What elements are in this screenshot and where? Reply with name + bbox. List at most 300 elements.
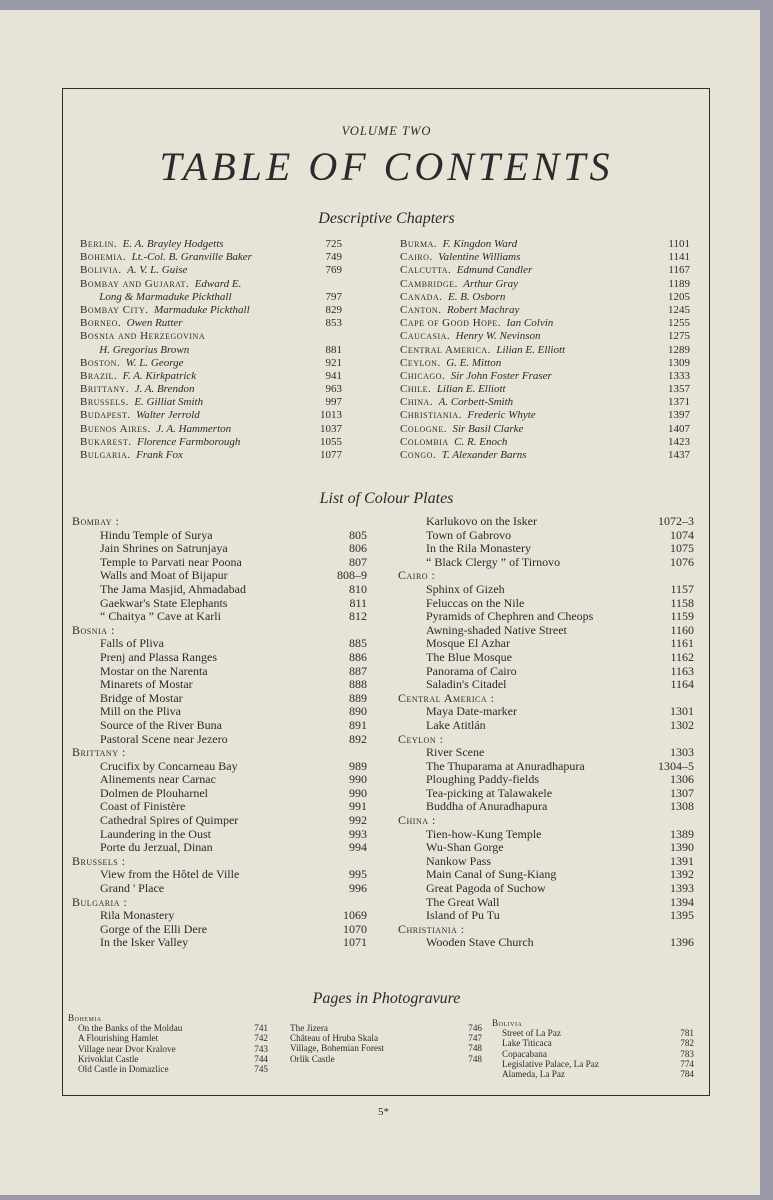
plate-title: Island of Pu Tu — [426, 908, 500, 923]
chapter-place: Canada. — [400, 290, 443, 303]
chapter-entry — [400, 396, 690, 409]
group-heading — [398, 569, 694, 583]
chapter-place: Boston. — [80, 356, 121, 369]
chapter-entry — [400, 383, 690, 396]
plate-title: Cathedral Spires of Quimper — [100, 813, 239, 828]
plate-entry — [72, 692, 367, 706]
chapter-page: 1397 — [668, 409, 690, 422]
plate-entry — [398, 719, 694, 733]
plate-entry — [290, 1023, 482, 1033]
chapter-entry — [400, 304, 690, 317]
chapter-page: 997 — [325, 396, 342, 409]
group-heading — [72, 746, 367, 760]
plate-title: Wu-Shan Gorge — [426, 840, 504, 855]
plate-page: 741 — [254, 1023, 268, 1034]
plate-entry — [68, 1044, 268, 1054]
plate-entry — [72, 800, 367, 814]
photogravure-column-2 — [290, 1023, 482, 1064]
chapter-author: E. Gilliat Smith — [134, 396, 204, 409]
chapter-author: Sir Basil Clarke — [452, 422, 524, 435]
plate-title: On the Banks of the Moldau — [78, 1023, 183, 1034]
plate-entry — [72, 733, 367, 747]
plate-entry — [68, 1054, 268, 1064]
plate-entry — [68, 1064, 268, 1074]
chapter-place: Colombia — [400, 435, 449, 448]
plate-page: 1076 — [670, 554, 694, 569]
photogravure-heading: Pages in Photogravure — [312, 990, 461, 1007]
plate-title: Porte du Jerzual, Dinan — [100, 840, 213, 855]
plate-title: Alameda, La Paz — [502, 1068, 566, 1079]
chapter-page: 829 — [325, 303, 342, 316]
chapter-page: 1275 — [668, 330, 690, 343]
plate-entry — [72, 868, 367, 882]
plate-title: Tea-picking at Talawakele — [426, 785, 553, 800]
chapter-entry — [400, 291, 690, 304]
chapter-place: Brazil. — [80, 369, 118, 382]
chapter-author: Valentine Williams — [438, 251, 521, 264]
plate-entry — [398, 787, 694, 801]
plate-page: 1071 — [343, 935, 367, 950]
plate-page: 1158 — [670, 595, 694, 610]
plate-page: 991 — [349, 799, 367, 814]
chapter-place: Caucasia. — [400, 330, 451, 343]
plate-page: 1160 — [670, 622, 694, 637]
plate-page: 1306 — [670, 772, 694, 787]
chapter-place: China. — [400, 396, 434, 409]
plate-entry — [68, 1033, 268, 1043]
chapter-place: Bulgaria. — [80, 449, 131, 461]
chapter-entry — [80, 449, 342, 462]
plate-title: Prenj and Plassa Ranges — [100, 649, 217, 664]
plate-page: 887 — [349, 663, 367, 678]
plate-title: Alinements near Carnac — [100, 772, 216, 787]
chapter-author: H. Gregorius Brown — [99, 343, 190, 356]
plate-title: Maya Date-marker — [426, 704, 517, 719]
group-label: Central America : — [398, 690, 495, 705]
chapter-entry — [400, 344, 690, 357]
chapter-page: 1333 — [668, 369, 690, 382]
plate-page: 996 — [349, 881, 367, 896]
plate-entry — [72, 882, 367, 896]
chapter-author: Sir John Foster Fraser — [450, 369, 552, 382]
plate-title: “ Chaitya ” Cave at Karli — [100, 609, 221, 624]
plate-entry — [398, 909, 694, 923]
plate-title: Minarets of Mostar — [100, 677, 193, 692]
group-label: Bulgaria : — [72, 894, 128, 909]
chapter-place: Bolivia. — [80, 264, 122, 277]
plate-page: 989 — [349, 758, 367, 773]
plate-page: 805 — [349, 527, 367, 542]
plate-title: The Jama Masjid, Ahmadabad — [100, 581, 246, 596]
plate-page: 1159 — [670, 609, 694, 624]
chapter-entry — [80, 291, 342, 304]
plate-title: Panorama of Cairo — [426, 663, 517, 678]
group-label: Bohemia — [68, 1013, 102, 1023]
plate-entry — [72, 787, 367, 801]
chapter-author: Marmaduke Pickthall — [154, 303, 250, 316]
indent — [80, 344, 99, 356]
plate-page: 808–9 — [337, 568, 367, 583]
plate-entry — [398, 800, 694, 814]
plate-entry — [72, 936, 367, 950]
chapter-page: 1141 — [668, 251, 690, 264]
plate-entry — [72, 760, 367, 774]
plate-page: 743 — [254, 1043, 268, 1054]
plate-page: 1394 — [670, 894, 694, 909]
plate-entry — [290, 1033, 482, 1043]
plate-entry — [398, 651, 694, 665]
chapter-page: 725 — [325, 238, 342, 250]
plate-entry — [68, 1023, 268, 1033]
chapter-place: Bombay and Gujarat. — [80, 277, 190, 290]
group-heading — [72, 896, 367, 910]
plate-title: Copacabana — [502, 1048, 547, 1059]
plate-title: Legislative Palace, La Paz — [502, 1058, 599, 1069]
plate-entry — [398, 624, 694, 638]
plate-title: Dolmen de Plouharnel — [100, 785, 208, 800]
descriptive-right-column — [400, 238, 690, 462]
chapter-page: 921 — [325, 356, 342, 369]
plate-entry — [72, 583, 367, 597]
page-title: TABLE OF CONTENTS — [159, 144, 614, 189]
plate-page: 994 — [349, 840, 367, 855]
plate-title: Saladin's Citadel — [426, 677, 507, 692]
group-heading — [398, 692, 694, 706]
descriptive-left-column — [80, 238, 342, 462]
chapter-entry — [80, 317, 342, 330]
plate-title: “ Black Clergy ” of Tirnovo — [426, 554, 561, 569]
group-label: Bolivia — [492, 1018, 523, 1028]
chapter-author: C. R. Enoch — [454, 435, 508, 448]
chapter-place: Ceylon. — [400, 356, 441, 369]
plate-entry — [72, 678, 367, 692]
plate-entry — [398, 637, 694, 651]
plate-entry — [492, 1028, 694, 1038]
plate-title: Pyramids of Chephren and Cheops — [426, 609, 594, 624]
group-label: China : — [398, 813, 436, 828]
plate-entry — [398, 705, 694, 719]
plate-page: 748 — [468, 1053, 482, 1064]
chapter-entry — [400, 409, 690, 422]
chapter-place: Congo. — [400, 449, 437, 461]
plate-title: Mill on the Pliva — [100, 704, 181, 719]
chapter-entry — [80, 238, 342, 251]
chapter-author: Lilian E. Elliott — [496, 343, 566, 356]
plate-title: Village, Bohemian Forest — [290, 1043, 385, 1054]
chapter-entry — [80, 436, 342, 449]
plate-entry — [72, 705, 367, 719]
chapter-entry — [400, 423, 690, 436]
plate-page: 742 — [254, 1033, 268, 1044]
plate-entry — [398, 773, 694, 787]
group-label: Christiania : — [398, 921, 465, 936]
plate-title: Crucifix by Concarneau Bay — [100, 758, 238, 773]
plate-page: 1157 — [670, 581, 694, 596]
plate-page: 811 — [349, 595, 367, 610]
plate-page: 890 — [349, 704, 367, 719]
plate-page: 1302 — [670, 717, 694, 732]
plate-entry — [72, 569, 367, 583]
plate-title: Nankow Pass — [426, 853, 491, 868]
group-label: Ceylon : — [398, 731, 444, 746]
plate-entry — [72, 610, 367, 624]
plate-title: Krivoklat Castle — [78, 1053, 139, 1064]
plate-page: 1074 — [670, 527, 694, 542]
plate-title: Falls of Pliva — [100, 636, 165, 651]
chapter-page: 1437 — [668, 449, 690, 461]
plate-title: Jain Shrines on Satrunjaya — [100, 541, 228, 556]
chapter-page: 1245 — [668, 303, 690, 316]
chapter-page: 853 — [325, 317, 342, 330]
chapter-page: 963 — [325, 383, 342, 396]
chapter-author: Ian Colvin — [506, 317, 554, 330]
chapter-author: Long & Marmaduke Pickthall — [99, 290, 232, 303]
plate-page: 993 — [349, 826, 367, 841]
plate-title: The Thuparama at Anuradhapura — [426, 758, 585, 773]
group-heading — [68, 1013, 268, 1023]
chapter-entry — [400, 330, 690, 343]
chapter-author: Arthur Gray — [463, 277, 518, 290]
chapter-author: A. Corbett-Smith — [438, 396, 514, 409]
plate-entry — [398, 515, 694, 529]
plate-title: Street of La Paz — [502, 1028, 561, 1039]
chapter-place: Calcutta. — [400, 264, 452, 277]
group-heading — [398, 733, 694, 747]
chapter-page: 1309 — [668, 356, 690, 369]
group-heading — [72, 515, 367, 529]
photogravure-column-1 — [68, 1013, 268, 1074]
plate-page: 1070 — [343, 921, 367, 936]
plate-entry — [72, 828, 367, 842]
volume-label: VOLUME TWO — [341, 124, 432, 138]
chapter-place: Christiania. — [400, 409, 462, 422]
plate-page: 1162 — [670, 649, 694, 664]
chapter-place: Chile. — [400, 383, 432, 396]
plate-title: Château of Hruba Skala — [290, 1033, 379, 1044]
chapter-author: F. A. Kirkpatrick — [122, 369, 197, 382]
plate-title: River Scene — [426, 745, 485, 760]
plate-title: Grand ' Place — [100, 881, 165, 896]
chapter-author: Lt.-Col. B. Granville Baker — [131, 251, 252, 264]
group-heading — [72, 624, 367, 638]
chapter-author: J. A. Hammerton — [156, 422, 232, 435]
plate-title: Great Pagoda of Suchow — [426, 881, 546, 896]
plate-page: 892 — [349, 731, 367, 746]
group-label: Bosnia : — [72, 622, 115, 637]
chapter-entry — [80, 264, 342, 277]
plate-entry — [398, 760, 694, 774]
plate-entry — [398, 597, 694, 611]
chapter-entry — [80, 423, 342, 436]
chapter-page: 1255 — [668, 317, 690, 330]
chapter-page: 1189 — [668, 277, 690, 290]
chapter-page: 749 — [325, 251, 342, 264]
plate-page: 1391 — [670, 853, 694, 868]
chapter-author: Owen Rutter — [126, 317, 183, 330]
plate-title: Buddha of Anuradhapura — [426, 799, 548, 814]
chapter-place: Cairo. — [400, 251, 433, 264]
plate-title: The Blue Mosque — [426, 649, 512, 664]
plate-entry — [398, 855, 694, 869]
plate-page: 747 — [468, 1033, 482, 1044]
chapter-author: Edmund Candler — [456, 264, 533, 277]
plate-page: 1303 — [670, 745, 694, 760]
plate-title: Hindu Temple of Surya — [100, 527, 213, 542]
plate-title: View from the Hôtel de Ville — [100, 867, 240, 882]
chapter-place: Bukarest. — [80, 435, 132, 448]
plate-page: 748 — [468, 1043, 482, 1054]
plate-entry — [398, 868, 694, 882]
chapter-author: Henry W. Nevinson — [455, 330, 541, 343]
plate-entry — [398, 529, 694, 543]
chapter-author: W. L. George — [125, 356, 184, 369]
plate-title: Mosque El Azhar — [426, 636, 510, 651]
plate-page: 783 — [680, 1048, 694, 1059]
chapter-entry — [400, 449, 690, 462]
plate-entry — [398, 896, 694, 910]
chapter-entry — [400, 251, 690, 264]
plate-entry — [398, 841, 694, 855]
chapter-place: Berlin. — [80, 238, 118, 250]
plate-page: 807 — [349, 554, 367, 569]
plate-entry — [398, 936, 694, 950]
chapter-page: 769 — [325, 264, 342, 277]
plate-page: 1390 — [670, 840, 694, 855]
chapter-entry — [80, 304, 342, 317]
plate-page: 1389 — [670, 826, 694, 841]
plate-title: Bridge of Mostar — [100, 690, 183, 705]
chapter-page: 881 — [325, 343, 342, 356]
chapter-place: Burma. — [400, 238, 438, 250]
chapter-place: Cambridge. — [400, 277, 458, 290]
plate-title: Town of Gabrovo — [426, 527, 512, 542]
plate-title: Rila Monastery — [100, 908, 175, 923]
chapter-place: Brittany. — [80, 383, 130, 396]
plate-title: Awning-shaded Native Street — [426, 622, 567, 637]
plate-entry — [72, 814, 367, 828]
plate-page: 995 — [349, 867, 367, 882]
chapter-page: 797 — [325, 290, 342, 303]
plate-page: 1075 — [670, 541, 694, 556]
plate-title: Lake Titicaca — [502, 1038, 552, 1049]
plate-page: 891 — [349, 717, 367, 732]
plate-title: Laundering in the Oust — [100, 826, 211, 841]
chapter-place: Borneo. — [80, 317, 122, 330]
plate-title: Village near Dvor Kralove — [78, 1043, 176, 1054]
chapter-author: E. A. Brayley Hodgetts — [122, 238, 224, 250]
chapter-author: T. Alexander Barns — [441, 449, 527, 461]
chapter-place: Central America. — [400, 343, 491, 356]
chapter-author: A. V. L. Guise — [127, 264, 188, 277]
plate-page: 784 — [680, 1068, 694, 1079]
plate-entry — [398, 610, 694, 624]
descriptive-heading: Descriptive Chapters — [318, 210, 455, 227]
plate-title: Orlik Castle — [290, 1053, 335, 1064]
chapter-place: Chicago. — [400, 369, 446, 382]
chapter-entry — [80, 409, 342, 422]
photogravure-column-3 — [492, 1018, 694, 1079]
chapter-entry — [400, 278, 690, 291]
chapter-entry — [400, 238, 690, 251]
plate-page: 1304–5 — [658, 758, 694, 773]
plate-entry — [398, 583, 694, 597]
group-heading — [492, 1018, 694, 1028]
plate-entry — [72, 719, 367, 733]
plate-title: Temple to Parvati near Poona — [100, 554, 242, 569]
plate-page: 886 — [349, 649, 367, 664]
colour-plates-left-column — [72, 515, 367, 950]
plate-title: Mostar on the Narenta — [100, 663, 208, 678]
plate-page: 1072–3 — [658, 514, 694, 528]
plate-entry — [492, 1049, 694, 1059]
colour-plates-right-column — [398, 515, 694, 950]
plate-title: In the Isker Valley — [100, 935, 189, 950]
plate-entry — [72, 773, 367, 787]
chapter-page: 1423 — [668, 435, 690, 448]
plate-page: 812 — [349, 609, 367, 624]
plate-page: 1308 — [670, 799, 694, 814]
chapter-author: Robert Machray — [446, 303, 520, 316]
chapter-entry — [400, 436, 690, 449]
plate-title: The Great Wall — [426, 894, 500, 909]
chapter-entry — [400, 264, 690, 277]
page-number: 5* — [378, 1106, 389, 1118]
chapter-entry — [400, 370, 690, 383]
group-heading — [398, 923, 694, 937]
plate-entry — [290, 1043, 482, 1053]
chapter-entry — [80, 278, 342, 291]
plate-entry — [492, 1069, 694, 1079]
plate-entry — [72, 841, 367, 855]
plate-page: 889 — [349, 690, 367, 705]
plate-title: Gaekwar's State Elephants — [100, 595, 228, 610]
chapter-place: Bosnia and Herzegovina — [80, 330, 206, 343]
chapter-entry — [80, 330, 342, 343]
plate-page: 744 — [254, 1053, 268, 1064]
plate-entry — [492, 1059, 694, 1069]
chapter-author: E. B. Osborn — [447, 290, 506, 303]
plate-title: Sphinx of Gizeh — [426, 581, 505, 596]
plate-title: Karlukovo on the Isker — [426, 514, 537, 528]
plate-page: 746 — [468, 1023, 482, 1033]
plate-page: 990 — [349, 772, 367, 787]
plate-title: Old Castle in Domazlice — [78, 1063, 169, 1074]
plate-title: Coast of Finistère — [100, 799, 186, 814]
plate-entry — [492, 1038, 694, 1048]
plate-title: Tien-how-Kung Temple — [426, 826, 542, 841]
chapter-entry — [400, 357, 690, 370]
chapter-author: Frederic Whyte — [467, 409, 536, 422]
group-label: Brussels : — [72, 853, 126, 868]
chapter-page: 1289 — [668, 343, 690, 356]
plate-page: 1161 — [670, 636, 694, 651]
plate-page: 1393 — [670, 881, 694, 896]
plate-entry — [72, 651, 367, 665]
chapter-entry — [80, 344, 342, 357]
chapter-page: 1371 — [668, 396, 690, 409]
plate-page: 1163 — [670, 663, 694, 678]
chapter-page: 1101 — [668, 238, 690, 250]
chapter-author: Frank Fox — [136, 449, 183, 461]
plate-page: 885 — [349, 636, 367, 651]
plate-entry — [72, 542, 367, 556]
plate-entry — [398, 828, 694, 842]
group-heading — [398, 814, 694, 828]
plate-title: Lake Atitlán — [426, 717, 486, 732]
plate-page: 1164 — [670, 677, 694, 692]
chapter-place: Bohemia. — [80, 251, 127, 264]
group-label: Brittany : — [72, 745, 126, 760]
